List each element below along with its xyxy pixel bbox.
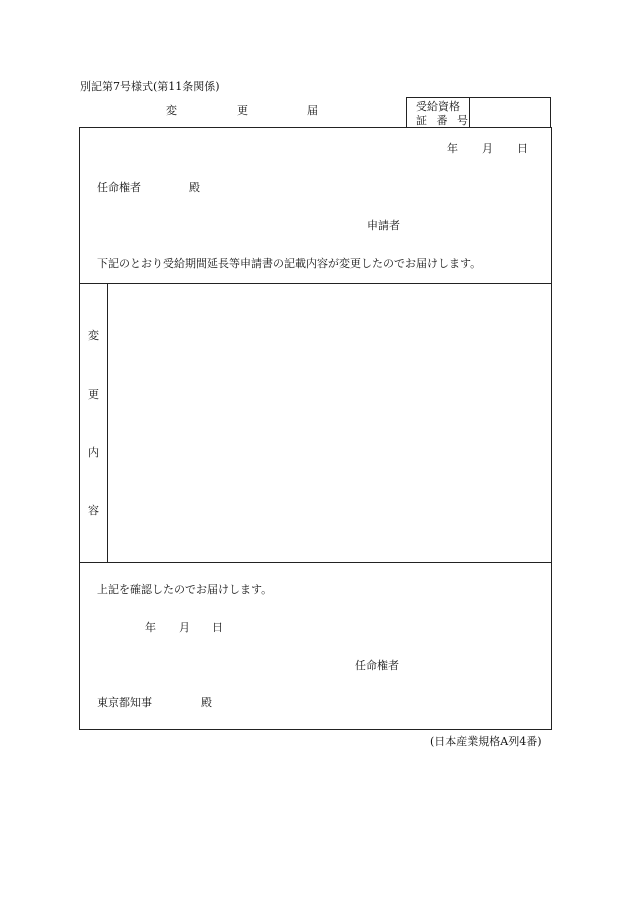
appointer-label: 任命権者 — [97, 181, 141, 194]
title-char-hen: 変 — [166, 104, 177, 117]
appointer-honorific: 殿 — [189, 181, 200, 194]
form-reference: 別記第7号様式(第11条関係) — [80, 80, 220, 93]
change-label-char-1: 変 — [88, 329, 99, 342]
governor-label: 東京都知事 — [97, 696, 152, 709]
change-statement: 下記のとおり受給期間延長等申請書の記載内容が変更したのでお届けします。 — [97, 257, 482, 270]
certificate-number-box — [406, 97, 551, 128]
applicant-label: 申請者 — [367, 219, 400, 232]
change-label-column-divider — [107, 283, 108, 562]
paper-standard-note: (日本産業規格A列4番) — [430, 735, 542, 748]
certificate-label-line2: 証 番 号 — [416, 114, 471, 127]
change-label-char-3: 内 — [88, 446, 99, 459]
confirm-appointer-label: 任命権者 — [355, 659, 399, 672]
date-year-label: 年 — [447, 142, 458, 155]
section-divider-2 — [79, 562, 552, 563]
certificate-label-line1: 受給資格 — [416, 100, 460, 113]
certificate-box-divider — [469, 98, 470, 127]
title-char-todoke: 届 — [307, 104, 318, 117]
date-month-label: 月 — [482, 142, 493, 155]
governor-honorific: 殿 — [201, 696, 212, 709]
confirm-date-month-label: 月 — [179, 621, 190, 634]
confirmation-statement: 上記を確認したのでお届けします。 — [97, 583, 273, 596]
change-label-char-4: 容 — [88, 504, 99, 517]
confirm-date-year-label: 年 — [145, 621, 156, 634]
date-day-label: 日 — [517, 142, 528, 155]
title-char-kou: 更 — [237, 104, 248, 117]
section-divider-1 — [79, 283, 552, 284]
change-details-field[interactable] — [112, 288, 546, 556]
confirm-date-day-label: 日 — [212, 621, 223, 634]
change-label-char-2: 更 — [88, 388, 99, 401]
